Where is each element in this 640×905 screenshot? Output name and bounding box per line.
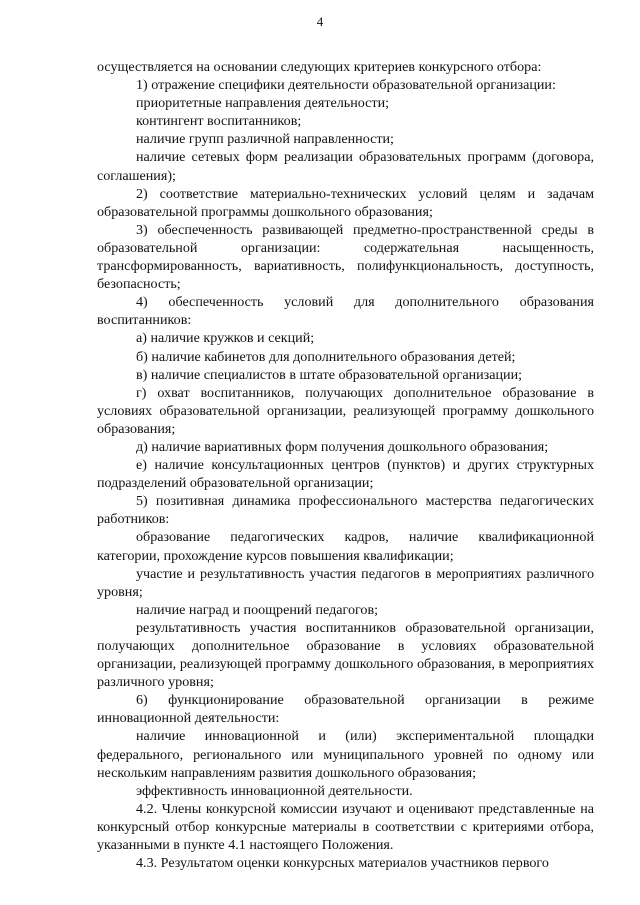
paragraph: е) наличие консультационных центров (пунктов) и других структурных подразделений образовательной организации; [97,457,594,492]
paragraph: г) охват воспитанников, получающих дополнительное образование в условиях образовательной организации, реализующей программу дошкольного образования; [97,384,594,437]
paragraph: участие и результативность участия педагогов в мероприятиях различного уровня; [97,565,594,600]
paragraph: наличие наград и поощрений педагогов; [136,601,379,618]
paragraph: наличие групп различной направленности; [136,131,394,148]
criterion-6: 6) функционирование образовательной организации в режиме инновационной деятельности: [97,692,594,727]
section-4-2: 4.2. Члены конкурсной комиссии изучают и оценивают представленные на конкурсный отбор конкурсные материалы в соответствии с критериями отбора, указанными в пункте 4.1 настоящего Положения. [97,800,594,854]
paragraph: наличие инновационной и (или) экспериментальной площадки федерального, регионального или муниципального уровней по одному или нескольким направлениям развития дошкольного образования; [97,728,594,781]
page-number: 4 [316,14,324,29]
paragraph: в) наличие специалистов в штате образовательной организации; [136,366,523,383]
paragraph: образование педагогических кадров, наличие квалификационной категории, прохождение курсов повышения квалификации; [97,529,594,564]
paragraph: осуществляется на основании следующих критериев конкурсного отбора: [97,59,542,75]
paragraph: контингент воспитанников; [136,113,302,130]
paragraph: результативность участия воспитанников образовательной организации, получающих дополнительное образование в условиях образовательной организации, реализующей программу дошкольного образования, в мероприятиях различного уровня; [97,619,594,691]
paragraph: наличие сетевых форм реализации образовательных программ (договора, соглашения); [97,149,594,184]
criterion-3: 3) обеспеченность развивающей предметно-пространственной среды в образовательной организации: содержательная насыщенность, трансформированность, вариативность, полифункциональность, доступность, безопасность; [97,221,594,293]
criterion-1: 1) отражение специфики деятельности образовательной организации: [136,77,556,94]
paragraph: б) наличие кабинетов для дополнительного образования детей; [136,348,516,365]
criterion-5: 5) позитивная динамика профессионального мастерства педагогических работников: [97,493,594,528]
paragraph: а) наличие кружков и секций; [136,330,315,347]
section-4-3: 4.3. Результатом оценки конкурсных материалов участников первого [136,855,549,872]
criterion-4: 4) обеспеченность условий для дополнительного образования воспитанников: [97,294,594,329]
paragraph: приоритетные направления деятельности; [136,95,390,112]
paragraph: эффективность инновационной деятельности. [136,782,413,799]
document-body [97,58,594,872]
paragraph: д) наличие вариативных форм получения дошкольного образования; [136,438,549,455]
criterion-2: 2) соответствие материально-технических условий целям и задачам образовательной программы дошкольного образования; [97,185,594,220]
